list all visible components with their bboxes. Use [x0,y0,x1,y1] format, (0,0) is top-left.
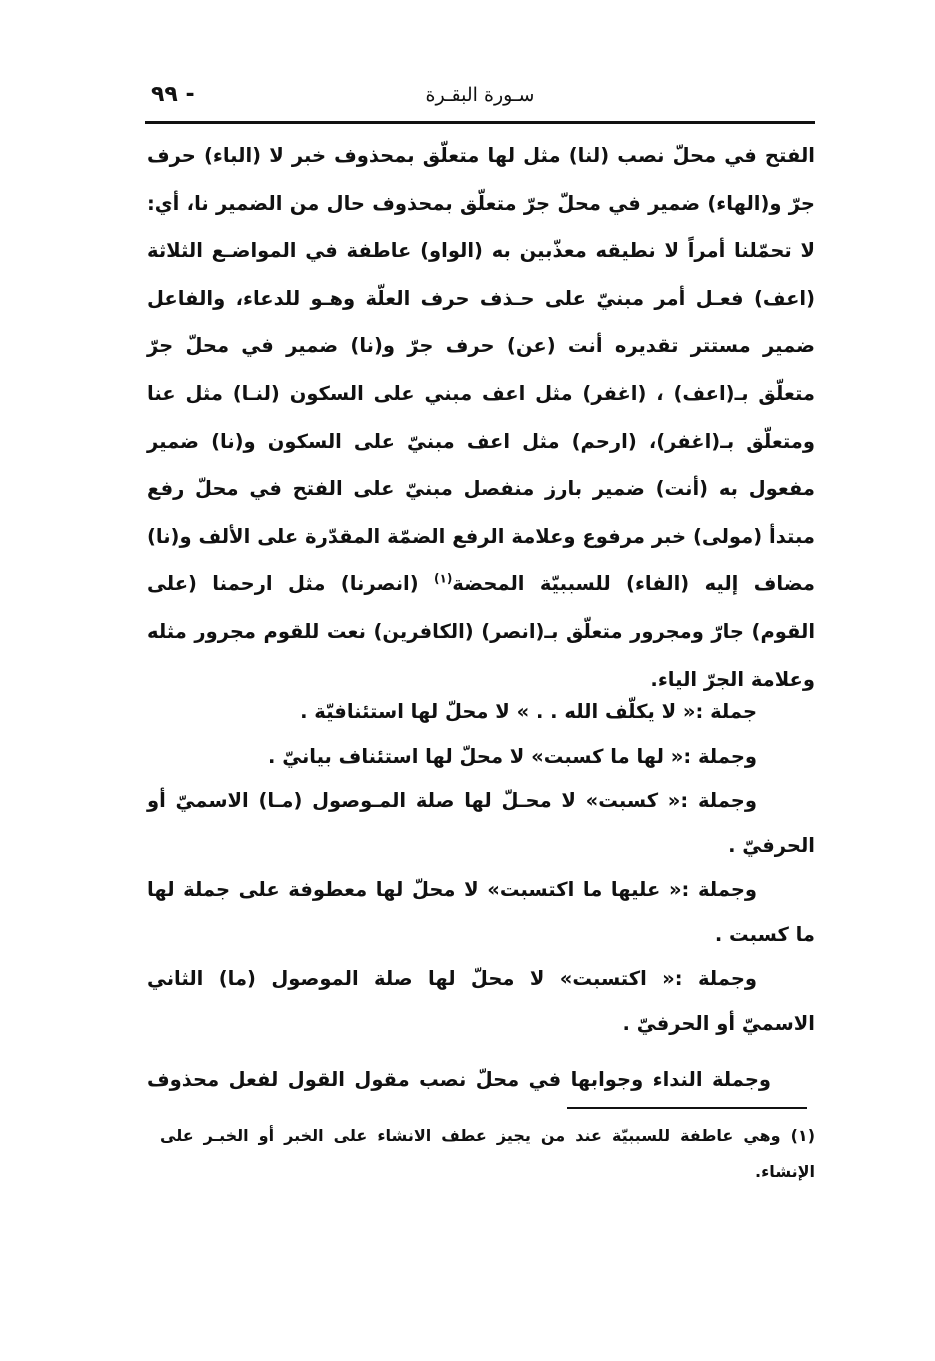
running-title: سـورة البقـرة [425,84,535,106]
main-paragraph [147,132,815,703]
paragraph-text: الفتح في محلّ نصب (لنا) مثل لها متعلّق بمحذوف خبر لا (الباء) حرف جرّ و(الهاء) ضمير في محلّ جرّ متعلّق بمحذوف حال من الضمير نا، أي: لا تحمّلنا أمراً لا نطيقه معذّبين به (الواو) عاطفة في المواضـع الثلاثة (اعف) فعـل أمر مبنيّ على حـذف حرف العلّة وهـو للدعاء، والفاعل ضمير مستتر تقديره أنت (عن) حرف جرّ و(نا) ضمير في محلّ جرّ متعلّق بـ(اعف) ، (اغفر) مثل اعف مبني على السكون (لنـا) مثل عنا ومتعلّق بـ(اغفر)، (ارحم) مثل اعف مبنيّ على السكون و(نا) ضمير مفعول به (أنت) ضمير بارز منفصل مبنيّ على الفتح في محلّ رفع مبتدأ (مولى) خبر مرفوع وعلامة الرفع الضمّة المقدّرة على الألف و(نا) مضاف إليه (الفاء) للسببيّة المحضة [147,144,816,596]
footnote-rule [567,1107,807,1109]
footnote: (١) وهي عاطفة للسببيّة عند من يجيز عطف الانشاء على الخبر أو الخبـر على الإنشاء. [160,1126,815,1181]
main-text [147,132,815,703]
sentence-analysis-list [147,690,815,1046]
sentence-item: وجملة :« اكتسبت» لا محلّ لها صلة الموصول (ما) الثاني الاسميّ أو الحرفيّ . [147,967,815,1035]
sentence-item: وجملة :« لها ما كسبت» لا محلّ لها استئناف بيانيّ . [268,744,757,768]
footnote-marker: (١) [434,571,453,586]
paragraph-continuation: (انصرنا) مثل ارحمنا (على القوم) جارّ ومجرور متعلّق بـ(انصر) (الكافرين) نعت للقوم مجرور مثله وعلامة الجرّ الياء. [147,572,815,691]
page-header [145,78,815,118]
page-number: - ٩٩ [151,82,195,107]
sentence-item: جملة :« لا يكلّف الله . . » لا محلّ لها استئنافيّة . [300,700,757,723]
sentence-item: وجملة :« كسبت» لا محـلّ لها صلة المـوصول (مـا) الاسميّ أو الحرفيّ . [147,789,815,857]
last-sentence: وجملة النداء وجوابها في محلّ نصب مقول القول لفعل محذوف [147,1068,771,1091]
header-rule [145,121,815,124]
sentence-item: وجملة :« عليها ما اكتسبت» لا محلّ لها معطوفة على جملة لها ما كسبت . [147,878,815,946]
